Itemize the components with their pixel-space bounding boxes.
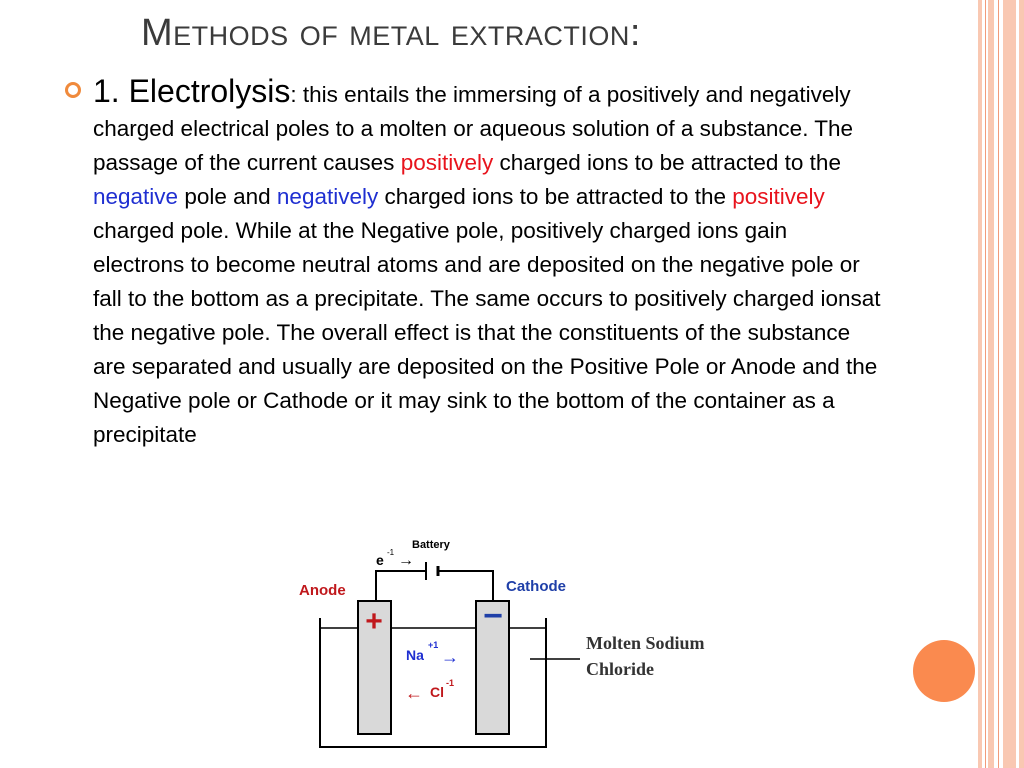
decor-stripe-line (998, 0, 999, 768)
decor-circle (913, 640, 975, 702)
bullet-text-part: charged pole. While at the Negative pole, positively charged ions gain electrons to become neutral atoms and are deposited on the negative pole or fall to the bottom as a precipitate. The same occurs to positively charged ionsat the negative pole. The overall effect is that the constituents of the substance are separated and usually are deposited on the Positive Pole or Anode and the Negative pole or Cathode or it may sink to the bottom of the container as a precipitate (93, 218, 881, 447)
chloride-ion-label: Cl (430, 684, 444, 700)
highlight-positively: positively (732, 184, 825, 209)
bullet-text-part: charged ions to be attracted to the (378, 184, 733, 209)
electron-arrow-icon: → (398, 552, 414, 569)
decor-stripe (1019, 0, 1024, 768)
slide-title: Methods of metal extraction: (141, 12, 641, 54)
cathode-label: Cathode (506, 578, 566, 595)
sodium-arrow-icon: → (441, 647, 459, 667)
decor-stripe (1003, 0, 1016, 768)
sodium-ion-label: Na (406, 647, 424, 663)
bullet-text-part: pole and (178, 184, 277, 209)
highlight-positively: positively (400, 150, 494, 175)
anode-label: Anode (299, 582, 346, 599)
bullet-colon: : (290, 82, 297, 107)
container (320, 618, 546, 747)
highlight-negative: negative (93, 184, 179, 209)
bullet-heading: 1. Electrolysis (93, 73, 291, 109)
sodium-ion-charge: +1 (428, 640, 439, 650)
highlight-negatively: negatively (276, 184, 379, 209)
electrolyte-label-line2: Chloride (586, 659, 655, 679)
cathode-minus-icon: − (483, 597, 503, 635)
bullet-ring-icon (65, 82, 81, 98)
chloride-arrow-icon: ← (405, 683, 423, 703)
battery-label: Battery (412, 539, 450, 551)
bullet-text-part: charged ions to be attracted to the (493, 150, 841, 175)
chloride-ion-charge: -1 (446, 678, 455, 688)
anode-plus-icon: + (365, 605, 383, 638)
electron-label: e (376, 552, 384, 568)
electron-charge: -1 (387, 548, 395, 557)
decor-stripe-line (985, 0, 986, 768)
electrolyte-label-line1: Molten Sodium (586, 633, 705, 653)
electrolysis-diagram-svg (290, 533, 760, 763)
decor-stripe (978, 0, 982, 768)
decor-stripe (988, 0, 994, 768)
electrolysis-diagram (290, 533, 760, 763)
bullet-text-part: this entails the immersing of a positively and negatively charged electrical poles to a molten or aqueous solution of a substance. The passage of the current causes (93, 82, 854, 175)
bullet-paragraph (93, 74, 883, 452)
